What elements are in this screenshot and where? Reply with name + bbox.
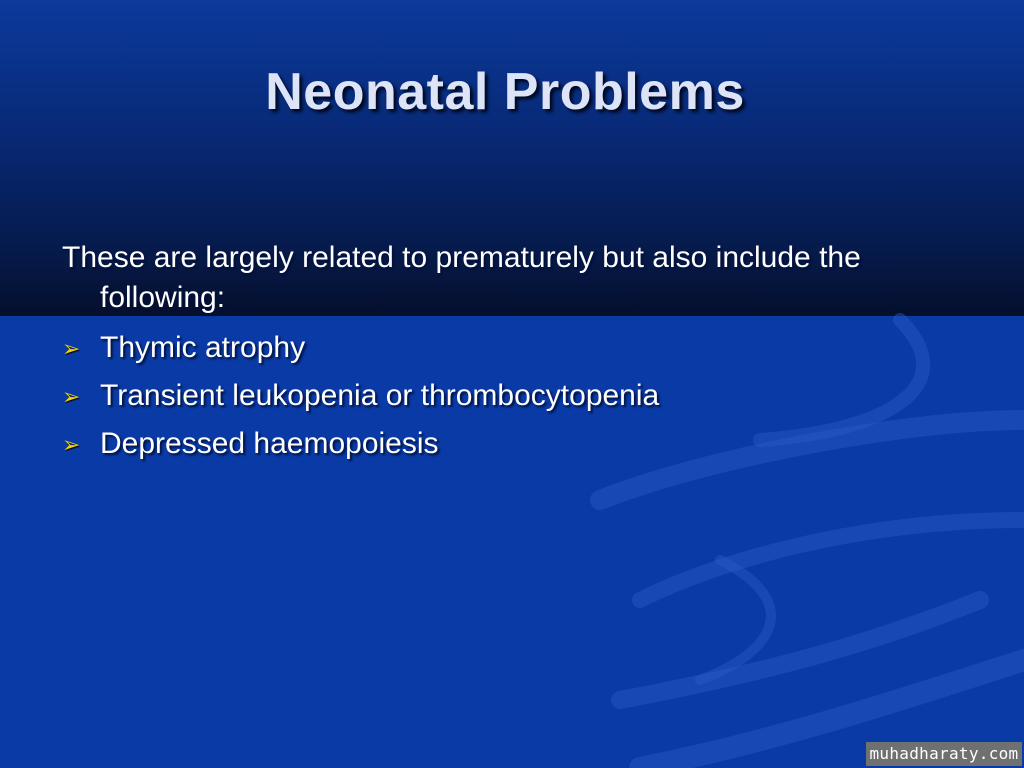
intro-text: These are largely related to prematurely but also include the following: xyxy=(62,241,861,314)
bullet-text: Transient leukopenia or thrombocytopenia xyxy=(100,379,660,412)
watermark-badge: muhadharaty.com xyxy=(866,742,1022,766)
bullet-text: Thymic atrophy xyxy=(100,331,306,364)
arrowhead-bullet-icon: ➢ xyxy=(62,432,81,457)
list-item xyxy=(62,424,962,464)
bullet-text: Depressed haemopoiesis xyxy=(100,427,439,460)
list-item xyxy=(62,328,962,368)
slide-title: Neonatal Problems xyxy=(265,63,745,121)
slide-body xyxy=(62,238,962,472)
arrowhead-bullet-icon: ➢ xyxy=(62,336,81,361)
arrowhead-bullet-icon: ➢ xyxy=(62,384,81,409)
bullet-list xyxy=(62,328,962,464)
list-item xyxy=(62,376,962,416)
